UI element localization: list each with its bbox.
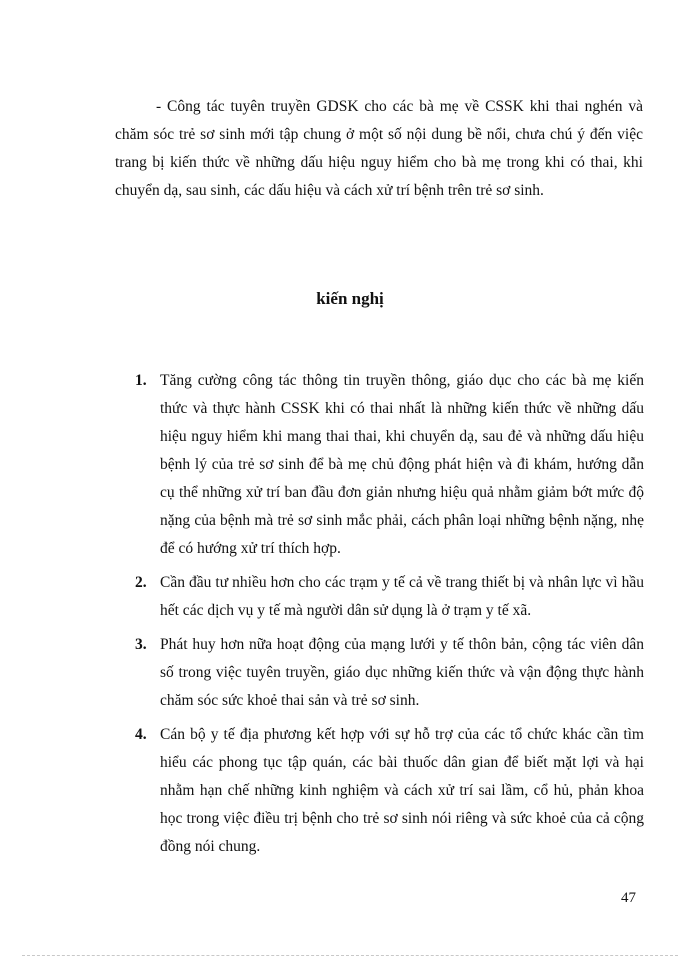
recommendation-number: 3. xyxy=(135,636,147,653)
section-heading: kiến nghị xyxy=(316,289,384,308)
recommendation-item xyxy=(124,631,644,715)
page-bottom-border xyxy=(22,955,678,956)
recommendation-text: Cần đầu tư nhiều hơn cho các trạm y tế cả về trang thiết bị và nhân lực vì hầu hết các dịch vụ y tế mà người dân sử dụng là ở trạm y tế xã. xyxy=(160,574,644,619)
recommendation-number: 1. xyxy=(135,372,147,389)
recommendation-item xyxy=(124,569,644,625)
recommendation-text: Tăng cường công tác thông tin truyền thông, giáo dục cho các bà mẹ kiến thức và thực hành CSSK khi có thai nhất là những kiến thức về những dấu hiệu nguy hiểm khi mang thai thai, khi chuyển dạ, sau đẻ và những dấu hiệu bệnh lý của trẻ sơ sinh để bà mẹ chủ động phát hiện và đi khám, hướng dẫn cụ thể những xử trí ban đầu đơn giản nhưng hiệu quả nhằm giảm bớt mức độ nặng của bệnh mà trẻ sơ sinh mắc phải, cách phân loại những bệnh nặng, nhẹ để có hướng xử trí thích hợp. xyxy=(160,372,644,557)
page-number: 47 xyxy=(621,890,636,906)
intro-paragraph xyxy=(115,93,643,205)
recommendation-item xyxy=(124,367,644,563)
recommendation-number: 4. xyxy=(135,726,147,743)
recommendation-number: 2. xyxy=(135,574,147,591)
recommendation-text: Phát huy hơn nữa hoạt động của mạng lưới y tế thôn bản, cộng tác viên dân số trong việc tuyên truyền, giáo dục những kiến thức và vận động thực hành chăm sóc sức khoẻ thai sản và trẻ sơ sinh. xyxy=(160,636,644,709)
recommendation-text: Cán bộ y tế địa phương kết hợp với sự hỗ trợ của các tổ chức khác cần tìm hiểu các phong tục tập quán, các bài thuốc dân gian để biết mặt lợi và hại nhằm hạn chế những kinh nghiệm và cách xử trí sai lầm, cổ hủ, phản khoa học trong việc điều trị bệnh cho trẻ sơ sinh nói riêng và sức khoẻ của cả cộng đồng nói chung. xyxy=(160,726,644,855)
intro-text: - Công tác tuyên truyền GDSK cho các bà mẹ về CSSK khi thai nghén và chăm sóc trẻ sơ sinh mới tập chung ở một số nội dung bề nổi, chưa chú ý đến việc trang bị kiến thức về những dấu hiệu nguy hiểm cho bà mẹ trong khi có thai, khi chuyển dạ, sau sinh, các dấu hiệu và cách xử trí bệnh trên trẻ sơ sinh. xyxy=(115,98,643,199)
recommendations-list xyxy=(124,367,644,867)
recommendation-item xyxy=(124,721,644,861)
